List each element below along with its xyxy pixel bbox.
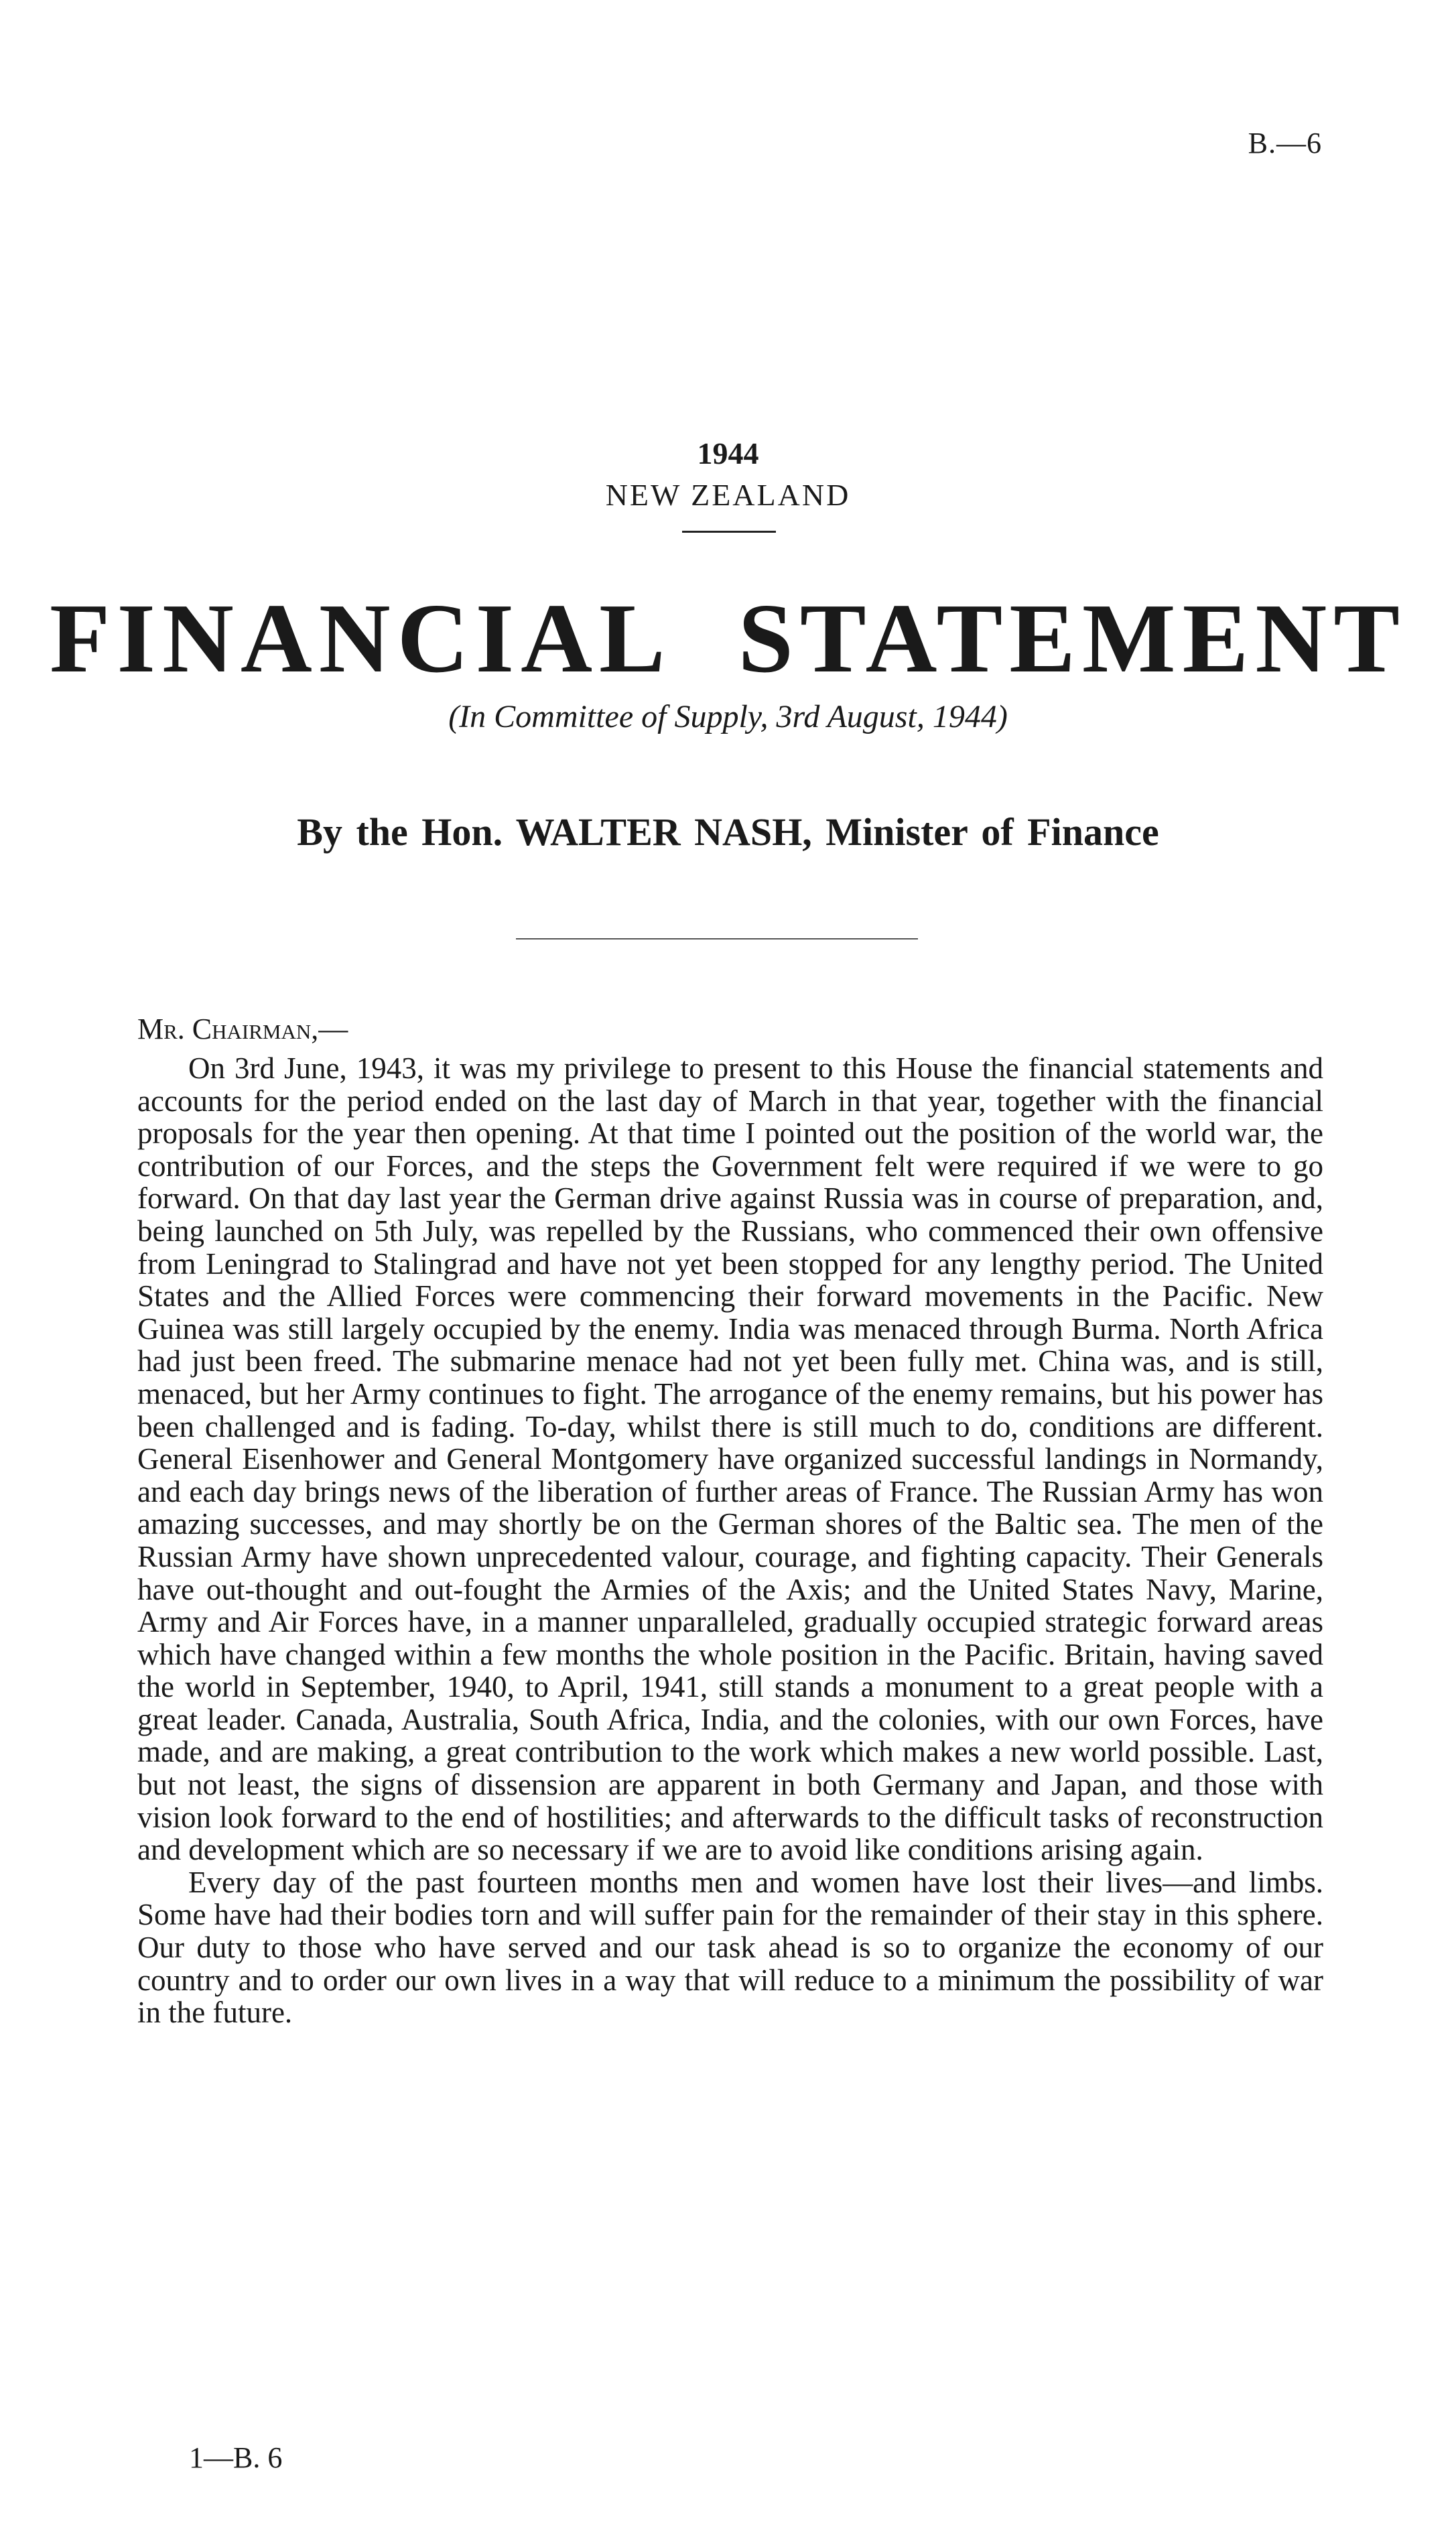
page-reference: B.—6 <box>1248 127 1322 159</box>
section-divider <box>516 938 918 940</box>
paragraph: Every day of the past fourteen months men and women have lost their lives—and limbs. Some have had their bodies torn and will suffer pain for the remainder of their stay in this sphere. Our duty to those who have served and our task ahead is so to organize the economy of our country and to order our own lives in a way that will reduce to a minimum the possibility of war in the future. <box>137 1865 1323 2030</box>
paragraph: On 3rd June, 1943, it was my privilege to present to this House the financial statements and accounts for the period ended on the last day of March in that year, together with the financial proposals for the year then opening. At that time I pointed out the position of the world war, the contribution of our Forces, and the steps the Government felt were required if we were to go forward. On that day last year the German drive against Russia was in course of preparation, and, being launched on 5th July, was repelled by the Russians, who commenced their own offensive from Leningrad to Stalingrad and have not yet been stopped for any lengthy period. The United States and the Allied Forces were commencing their forward movements in the Pacific. New Guinea was still largely occupied by the enemy. India was menaced through Burma. North Africa had just been freed. The submarine menace had not yet been fully met. China was, and is still, menaced, but her Army continues to fight. The arrogance of the enemy remains, but his power has been challenged and is fading. To-day, whilst there is still much to do, conditions are different. General Eisenhower and General Montgomery have organized successful landings in Normandy, and each day brings news of the liberation of further areas of France. The Russian Army has won amazing successes, and may shortly be on the German shores of the Baltic sea. The men of the Russian Army have shown unprecedented valour, courage, and fighting capacity. Their Generals have out-thought and out-fought the Armies of the Axis; and the United States Navy, Marine, Army and Air Forces have, in a manner unparalleled, gradually occupied strategic forward areas which have changed within a few months the whole position in the Pacific. Britain, having saved the world in September, 1940, to April, 1941, still stands a monument to a great people with a great leader. Canada, Australia, South Africa, India, and the colonies, with our own Forces, have made, and are making, a great contribution to the work which makes a new world possible. Last, but not least, the signs of dissension are apparent in both Germany and Japan, and those with vision look forward to the end of hostilities; and afterwards to the difficult tasks of reconstruction and development which are so necessary if we are to avoid like conditions arising again. <box>137 1051 1323 1867</box>
body-text <box>137 1052 1323 2029</box>
document-country: NEW ZEALAND <box>605 478 851 512</box>
document-byline: By the Hon. WALTER NASH, Minister of Finance <box>297 810 1159 854</box>
document-year: 1944 <box>697 436 759 470</box>
title-divider-short <box>682 531 776 533</box>
document-title: FINANCIAL STATEMENT <box>50 584 1406 694</box>
salutation: Mr. Chairman,— <box>137 1013 348 1045</box>
document-subtitle: (In Committee of Supply, 3rd August, 1944) <box>448 699 1008 734</box>
page-signature: 1—B. 6 <box>189 2441 283 2474</box>
